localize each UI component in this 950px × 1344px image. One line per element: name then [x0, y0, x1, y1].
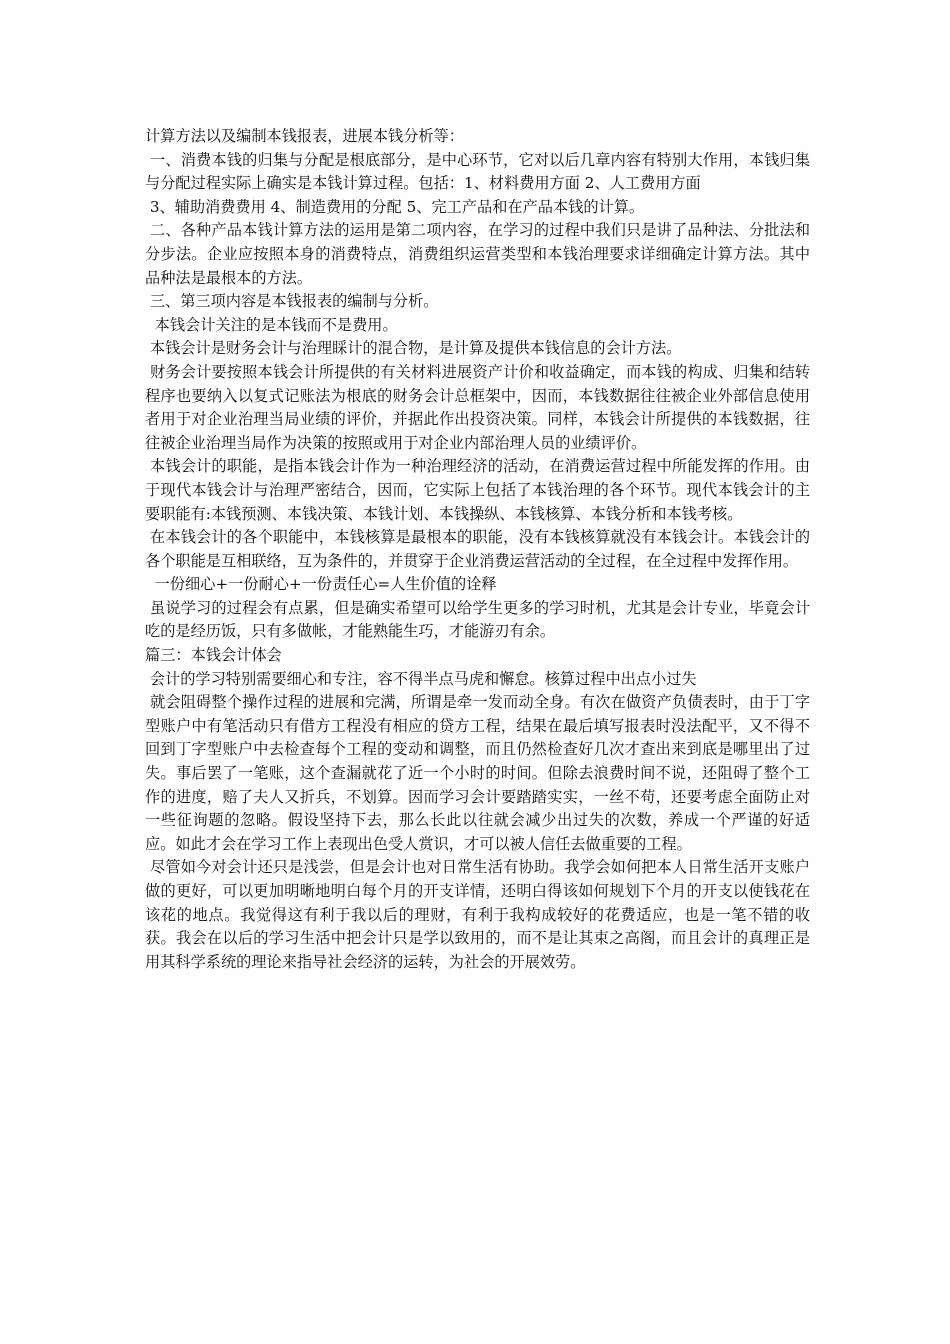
paragraph-functions: 本钱会计的职能，是指本钱会计作为一种治理经济的活动，在消费运营过程中所能发挥的作用。由于现代本钱会计与治理严密结合，因而，它实际上包括了本钱治理的各个环节。现代本钱会计的主要职能有:本钱预测、本钱决策、本钱计划、本钱操纵、本钱核算、本钱分析和本钱考核。: [145, 457, 811, 523]
paragraph-daily-life: 尽管如今对会计还只是浅尝，但是会计也对日常生活有协助。我学会如何把本人日常生活开支账户做的更好，可以更加明晰地明白每个月的开支详情，还明白得该如何规划下个月的开支以使钱花在该花的地点。我觉得这有利于我以后的理财，有利于我构成较好的花费适应，也是一笔不错的收获。我会在以后的学习生活中把会计只是学以致用的，而不是让其束之高阁，而且会计的真理正是用其科学系统的理论来指导社会经济的运转，为社会的开展效劳。: [145, 858, 811, 971]
section-heading-part-three: 篇三：本钱会计体会: [145, 646, 282, 665]
paragraph-cost-accounting-definition: 本钱会计是财务会计与治理睬计的混合物，是计算及提供本钱信息的会计方法。: [145, 339, 682, 358]
paragraph-motto: 一份细心+一份耐心+一份责任心=人生价值的诠释: [145, 575, 497, 594]
paragraph-section-one-items: 3、辅助消费费用 4、制造费用的分配 5、完工产品和在产品本钱的计算。: [145, 197, 645, 216]
paragraph-attention-detail: 会计的学习特别需要细心和专注，容不得半点马虎和懈怠。核算过程中出点小过失: [145, 669, 697, 688]
paragraph-section-one: 一、消费本钱的归集与分配是根底部分，是中心环节，它对以后几章内容有特别大作用，本钱归集与分配过程实际上确实是本钱计算过程。包括：1、材料费用方面 2、人工费用方面: [145, 150, 811, 193]
document-page: [145, 125, 810, 974]
paragraph-section-two: 二、各种产品本钱计算方法的运用是第二项内容，在学习的过程中我们只是讲了品种法、分批法和分步法。企业应按照本身的消费特点，消费组织运营类型和本钱治理要求详细确定计算方法。其中品种法是最根本的方法。: [145, 221, 811, 287]
paragraph-cost-focus: 本钱会计关注的是本钱而不是费用。: [145, 315, 398, 334]
paragraph-section-three: 三、第三项内容是本钱报表的编制与分析。: [145, 292, 439, 311]
paragraph-calc-methods: 计算方法以及编制本钱报表，进展本钱分析等：: [145, 127, 464, 145]
paragraph-balance-sheet-story: 就会阻碍整个操作过程的进展和完满，所谓是牵一发而动全身。有次在做资产负债表时，由于丁字型账户中有笔活动只有借方工程没有相应的贷方工程，结果在最后填写报表时没法配平，又不得不回到丁字型账户中去检查每个工程的变动和调整，而且仍然检查好几次才查出来到底是哪里出了过失。事后罢了一笔账，这个查漏就花了近一个小时的时间。但除去浪费时间不说，还阻碍了整个工作的进度，赔了夫人又折兵，不划算。因而学习会计要踏踏实实，一丝不苟，还要考虑全面防止对一些征询题的忽略。假设坚持下去，那么长此以往就会减少出过失的次数，养成一个严谨的好适应。如此才会在学习工作上表现出色受人赏识，才可以被人信任去做重要的工程。: [145, 693, 811, 853]
paragraph-learning-process: 虽说学习的过程会有点累，但是确实希望可以给学生更多的学习时机，尤其是会计专业，毕竟会计吃的是经历饭，只有多做帐，才能熟能生巧，才能游刃有余。: [145, 598, 811, 641]
paragraph-financial-accounting: 财务会计要按照本钱会计所提供的有关材料进展资产计价和收益确定，而本钱的构成、归集和结转程序也要纳入以复式记账法为根底的财务会计总框架中，因而，本钱数据往往被企业外部信息使用者用于对企业治理当局业绩的评价，并据此作出投资决策。同样，本钱会计所提供的本钱数据，往往被企业治理当局作为决策的按照或用于对企业内部治理人员的业绩评价。: [145, 362, 811, 452]
paragraph-core-function: 在本钱会计的各个职能中，本钱核算是最根本的职能，没有本钱核算就没有本钱会计。本钱会计的各个职能是互相联络，互为条件的，并贯穿于企业消费运营活动的全过程，在全过程中发挥作用。: [145, 528, 811, 570]
